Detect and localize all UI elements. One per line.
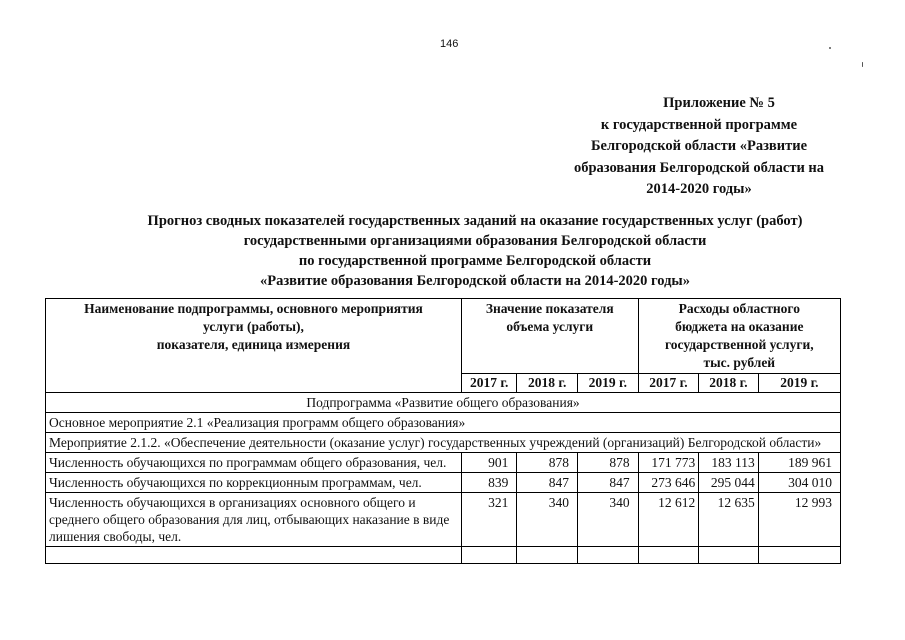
header-name-line: Наименование подпрограммы, основного мероприятия <box>84 301 423 316</box>
title-line: Прогноз сводных показателей государственных заданий на оказание государственных услуг (работ) <box>147 213 803 229</box>
year-header: 2017 г. <box>461 374 516 393</box>
blank-cell <box>461 547 516 564</box>
volume-2017: 901 <box>461 453 516 473</box>
blank-cell <box>578 547 639 564</box>
document-title <box>100 211 850 291</box>
subprogram-title: Подпрограмма «Развитие общего образования» <box>46 393 841 413</box>
volume-2018: 878 <box>517 453 578 473</box>
main-event-row <box>46 413 841 433</box>
expense-2019: 304 010 <box>758 473 840 493</box>
table-row <box>46 493 841 547</box>
expense-2017: 273 646 <box>638 473 699 493</box>
header-expense-line: государственной услуги, <box>664 337 814 352</box>
header-expense-line: бюджета на оказание <box>675 319 804 334</box>
indicator-name: Численность обучающихся в организациях основного общего и среднего общего образования для лиц, отбывающих наказание в виде лишения свободы, чел. <box>46 493 462 547</box>
header-volume-line: объема услуги <box>506 319 594 334</box>
appendix-line: к государственной программе <box>600 116 798 133</box>
main-event-title: Основное мероприятие 2.1 «Реализация программ общего образования» <box>46 413 841 433</box>
table-row-continuation <box>46 547 841 564</box>
year-header: 2019 г. <box>578 374 639 393</box>
appendix-line: 2014-2020 годы» <box>646 181 752 197</box>
title-line: «Развитие образования Белгородской области на 2014-2020 годы» <box>259 273 690 289</box>
header-expense-line: тыс. рублей <box>703 355 776 370</box>
indicators-table <box>45 298 841 564</box>
volume-2017: 321 <box>461 493 516 547</box>
appendix-note <box>549 93 849 201</box>
appendix-line: Приложение № 5 <box>663 95 775 111</box>
event-title: Мероприятие 2.1.2. «Обеспечение деятельности (оказание услуг) государственных учреждений (организаций) Белгородской области» <box>46 433 841 453</box>
scan-speck <box>862 62 863 67</box>
appendix-line: образования Белгородской области на <box>573 159 825 176</box>
blank-cell <box>638 547 699 564</box>
blank-cell <box>699 547 759 564</box>
table-row <box>46 453 841 473</box>
header-name-line: услуги (работы), <box>203 319 304 334</box>
year-header: 2018 г. <box>517 374 578 393</box>
blank-cell <box>46 547 462 564</box>
volume-2019: 878 <box>578 453 639 473</box>
title-line: по государственной программе Белгородской области <box>298 253 652 269</box>
expense-2018: 295 044 <box>699 473 759 493</box>
volume-2018: 340 <box>517 493 578 547</box>
indicator-name: Численность обучающихся по программам общего образования, чел. <box>46 453 462 473</box>
header-name-line: показателя, единица измерения <box>156 337 351 352</box>
volume-2018: 847 <box>517 473 578 493</box>
volume-2019: 847 <box>578 473 639 493</box>
scan-speck <box>829 47 831 49</box>
year-header: 2018 г. <box>699 374 759 393</box>
appendix-line: Белгородской области «Развитие <box>590 138 808 154</box>
event-row <box>46 433 841 453</box>
volume-2019: 340 <box>578 493 639 547</box>
expense-2019: 12 993 <box>758 493 840 547</box>
header-volume-line: Значение показателя <box>485 301 614 316</box>
header-expense-line: Расходы областного <box>678 301 800 316</box>
indicator-name: Численность обучающихся по коррекционным программам, чел. <box>46 473 462 493</box>
blank-cell <box>758 547 840 564</box>
header-volume <box>461 299 638 374</box>
expense-2019: 189 961 <box>758 453 840 473</box>
title-line: государственными организациями образования Белгородской области <box>243 233 707 249</box>
header-expense <box>638 299 840 374</box>
expense-2018: 183 113 <box>699 453 759 473</box>
table-row <box>46 473 841 493</box>
page-number: 146 <box>440 38 459 50</box>
blank-cell <box>517 547 578 564</box>
subprogram-row <box>46 393 841 413</box>
header-name <box>46 299 462 393</box>
table-header-row <box>46 299 841 374</box>
expense-2017: 12 612 <box>638 493 699 547</box>
year-header: 2019 г. <box>758 374 840 393</box>
year-header: 2017 г. <box>638 374 699 393</box>
expense-2018: 12 635 <box>699 493 759 547</box>
volume-2017: 839 <box>461 473 516 493</box>
expense-2017: 171 773 <box>638 453 699 473</box>
